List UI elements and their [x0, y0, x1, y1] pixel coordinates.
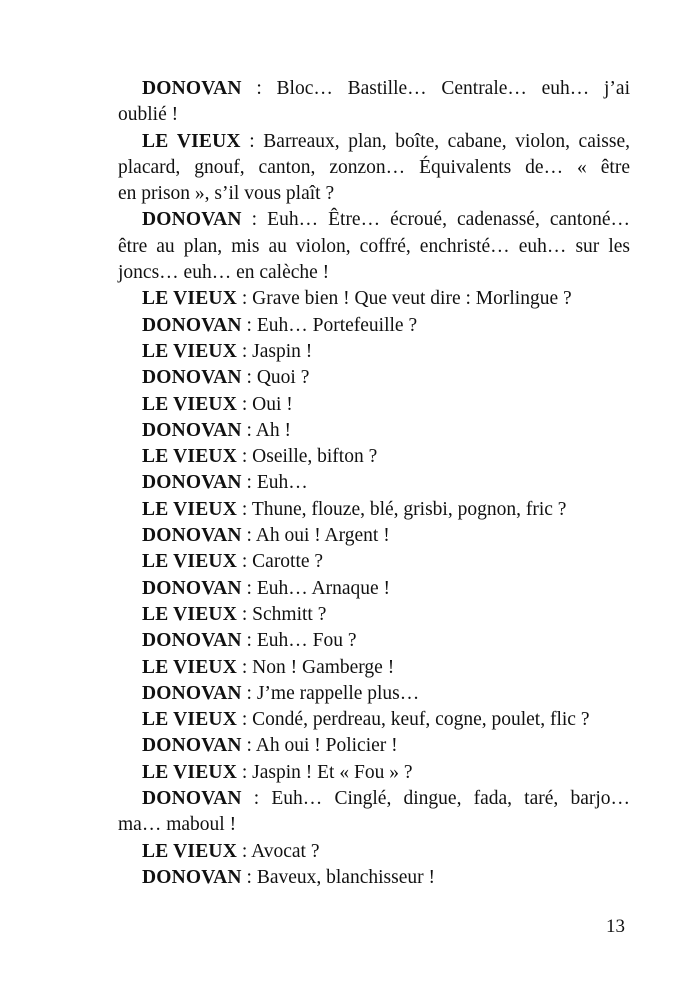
speaker-separator: : [241, 472, 257, 494]
dialogue-text-line: Quoi ? [256, 367, 310, 389]
speaker-name: DONOVAN [142, 209, 242, 231]
dialogue-text-line: Ah oui ! Policier ! [255, 735, 398, 757]
dialogue-text-line: Euh… Être… écroué, cadenassé, cantoné… [267, 209, 630, 231]
dialogue-text-line: en prison », s’il vous plaît ? [118, 183, 335, 205]
speaker-separator: : [236, 393, 253, 415]
dialogue-text-line: joncs… euh… en calèche ! [118, 262, 330, 284]
dialogue-line [118, 470, 630, 496]
dialogue-text-line: Ah ! [255, 419, 291, 441]
speaker-name: DONOVAN [142, 314, 242, 336]
speaker-name: DONOVAN [142, 577, 242, 599]
speaker-name: DONOVAN [142, 630, 242, 652]
speaker-name: DONOVAN [142, 367, 242, 389]
speaker-name: DONOVAN [142, 78, 242, 99]
dialogue-text-line: Oseille, bifton ? [252, 446, 378, 468]
dialogue-line [118, 576, 630, 602]
dialogue-continuation-line [118, 102, 630, 128]
dialogue-line [118, 760, 630, 786]
speaker-name: LE VIEUX [142, 498, 237, 520]
speaker-separator: : [240, 130, 264, 152]
dialogue-text-line: Jaspin ! Et « Fou » ? [252, 761, 413, 783]
speaker-separator: : [236, 840, 252, 862]
dialogue-line [118, 655, 630, 681]
dialogue-text-line: être au plan, mis au violon, coffré, enchristé… euh… sur les [118, 235, 630, 257]
dialogue-text-line: Bloc… Bastille… Centrale… euh… j’ai [276, 78, 630, 99]
dialogue-line [118, 497, 630, 523]
dialogue-continuation-line [118, 234, 630, 260]
speaker-separator: : [236, 709, 253, 731]
speaker-name: LE VIEUX [142, 761, 237, 783]
dialogue-line [118, 365, 630, 391]
dialogue-text-line: Thune, flouze, blé, grisbi, pognon, fric ? [251, 498, 567, 520]
dialogue-line [118, 839, 630, 865]
dialogue-line [118, 865, 630, 891]
dialogue-continuation-line [118, 181, 630, 207]
dialogue-text-line: Euh… Cinglé, dingue, fada, taré, barjo… [271, 788, 630, 810]
dialogue-line [118, 444, 630, 470]
speaker-separator: : [241, 682, 257, 704]
dialogue-continuation-line [118, 812, 630, 838]
dialogue-line [118, 207, 630, 233]
dialogue-text-line: placard, gnouf, canton, zonzon… Équivalents de… « être [118, 156, 630, 178]
speaker-name: LE VIEUX [142, 656, 237, 678]
dialogue-line [118, 628, 630, 654]
dialogue-line [118, 286, 630, 312]
speaker-separator: : [241, 78, 277, 99]
dialogue-text-line: J’me rappelle plus… [256, 682, 420, 704]
dialogue-line [118, 313, 630, 339]
speaker-name: DONOVAN [142, 419, 242, 441]
dialogue-continuation-line [118, 260, 630, 286]
dialogue-text-line: ma… maboul ! [118, 814, 237, 836]
speaker-name: DONOVAN [142, 788, 242, 810]
speaker-name: LE VIEUX [142, 446, 237, 468]
dialogue-text [118, 76, 630, 891]
dialogue-text-line: Carotte ? [252, 551, 324, 573]
dialogue-text-line: Barreaux, plan, boîte, cabane, violon, caisse, [263, 130, 630, 152]
dialogue-line [118, 681, 630, 707]
dialogue-line [118, 707, 630, 733]
speaker-name: DONOVAN [142, 682, 242, 704]
dialogue-text-line: Oui ! [252, 393, 293, 415]
speaker-separator: : [241, 788, 272, 810]
speaker-name: LE VIEUX [142, 288, 237, 310]
speaker-name: LE VIEUX [142, 709, 237, 731]
dialogue-line [118, 129, 630, 155]
dialogue-line [118, 339, 630, 365]
speaker-name: DONOVAN [142, 472, 242, 494]
speaker-separator: : [241, 419, 256, 441]
speaker-separator: : [236, 446, 253, 468]
speaker-name: DONOVAN [142, 866, 242, 888]
dialogue-text-line: Grave bien ! Que veut dire : Morlingue ? [252, 288, 572, 310]
dialogue-line [118, 733, 630, 759]
speaker-separator: : [241, 735, 256, 757]
dialogue-line [118, 523, 630, 549]
speaker-name: LE VIEUX [142, 551, 237, 573]
dialogue-line [118, 786, 630, 812]
dialogue-text-line: Ah oui ! Argent ! [255, 525, 390, 547]
speaker-separator: : [236, 603, 253, 625]
dialogue-text-line: oublié ! [118, 104, 179, 126]
dialogue-text-line: Schmitt ? [252, 603, 327, 625]
speaker-separator: : [236, 288, 253, 310]
dialogue-line [118, 549, 630, 575]
speaker-separator: : [236, 656, 253, 678]
dialogue-text-line: Non ! Gamberge ! [252, 656, 395, 678]
page-number: 13 [606, 916, 625, 937]
speaker-separator: : [241, 367, 257, 389]
speaker-separator: : [236, 761, 253, 783]
speaker-name: LE VIEUX [142, 603, 237, 625]
dialogue-text-line: Euh… Fou ? [256, 630, 357, 652]
speaker-name: DONOVAN [142, 735, 242, 757]
dialogue-text-line: Avocat ? [251, 840, 320, 862]
dialogue-line [118, 418, 630, 444]
speaker-separator: : [236, 340, 253, 362]
speaker-separator: : [241, 577, 257, 599]
speaker-separator: : [241, 630, 257, 652]
dialogue-text-line: Baveux, blanchisseur ! [256, 866, 435, 888]
speaker-name: LE VIEUX [142, 130, 241, 152]
speaker-name: DONOVAN [142, 525, 242, 547]
dialogue-text-line: Jaspin ! [252, 340, 313, 362]
dialogue-text-line: Euh… Portefeuille ? [256, 314, 418, 336]
speaker-name: LE VIEUX [142, 340, 237, 362]
speaker-separator: : [241, 866, 257, 888]
dialogue-text-line: Euh… Arnaque ! [256, 577, 391, 599]
dialogue-line [118, 602, 630, 628]
dialogue-text-line: Condé, perdreau, keuf, cogne, poulet, flic ? [252, 709, 590, 731]
speaker-name: LE VIEUX [142, 840, 237, 862]
speaker-separator: : [236, 551, 253, 573]
speaker-separator: : [241, 525, 256, 547]
speaker-separator: : [241, 209, 268, 231]
speaker-separator: : [241, 314, 257, 336]
dialogue-text-line: Euh… [256, 472, 308, 494]
dialogue-line [118, 392, 630, 418]
speaker-separator: : [236, 498, 252, 520]
dialogue-continuation-line [118, 155, 630, 181]
dialogue-line [118, 76, 630, 102]
speaker-name: LE VIEUX [142, 393, 237, 415]
